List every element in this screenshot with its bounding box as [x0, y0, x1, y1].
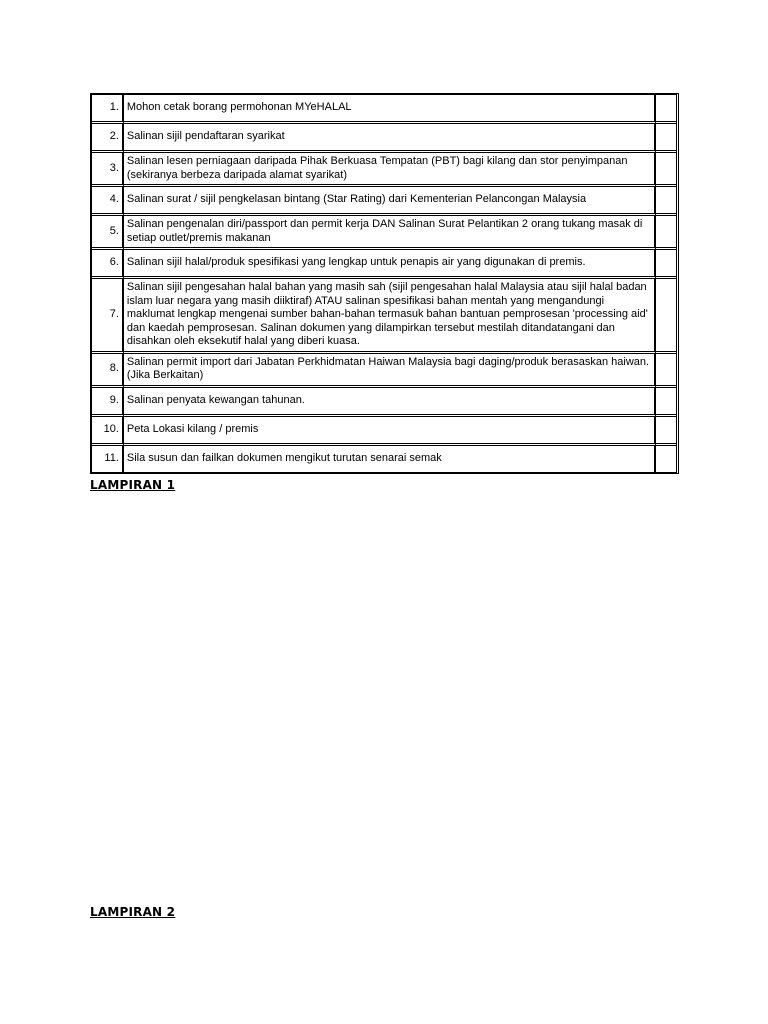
empty-cell [656, 95, 676, 121]
empty-cell [656, 385, 676, 414]
table-row [92, 414, 676, 443]
table-row [92, 247, 676, 276]
table-row [92, 276, 676, 351]
document-checklist-table [90, 93, 679, 474]
table-row [92, 121, 676, 150]
table-row [92, 95, 676, 121]
empty-cell [656, 414, 676, 443]
table-row [92, 385, 676, 414]
table-row [92, 443, 676, 472]
empty-cell [656, 247, 676, 276]
item-description: Salinan sijil pendaftaran syarikat [124, 121, 656, 150]
item-description: Salinan penyata kewangan tahunan. [124, 385, 656, 414]
item-description: Sila susun dan failkan dokumen mengikut turutan senarai semak [124, 443, 656, 472]
item-description: Salinan sijil pengesahan halal bahan yang masih sah (sijil pengesahan halal Malaysia atau sijil halal badan islam luar negara yang masih diiktiraf) ATAU salinan spesifikasi bahan mentah yang mengandungi maklumat lengkap mengenai sumber bahan-bahan termasuk bahan bantuan pemprosesan 'processing aid' dan kaedah pemprosesan. Salinan dokumen yang dilampirkan tersebut mestilah ditandatangani dan disahkan oleh eksekutif halal yang diberi kuasa. [124, 276, 656, 351]
item-number: 7. [92, 276, 124, 351]
item-number: 11. [92, 443, 124, 472]
empty-cell [656, 213, 676, 247]
table-row [92, 351, 676, 385]
item-number: 8. [92, 351, 124, 385]
item-description: Mohon cetak borang permohonan MYeHALAL [124, 95, 656, 121]
item-number: 4. [92, 184, 124, 213]
item-description: Salinan sijil halal/produk spesifikasi yang lengkap untuk penapis air yang digunakan di premis. [124, 247, 656, 276]
lampiran-2-heading: LAMPIRAN 2 [90, 905, 176, 919]
item-number: 3. [92, 150, 124, 184]
empty-cell [656, 121, 676, 150]
empty-cell [656, 443, 676, 472]
item-number: 10. [92, 414, 124, 443]
table-row [92, 213, 676, 247]
empty-cell [656, 184, 676, 213]
item-number: 2. [92, 121, 124, 150]
empty-cell [656, 276, 676, 351]
item-description: Peta Lokasi kilang / premis [124, 414, 656, 443]
table-row [92, 184, 676, 213]
empty-cell [656, 150, 676, 184]
item-description: Salinan surat / sijil pengkelasan bintang (Star Rating) dari Kementerian Pelancongan Malaysia [124, 184, 656, 213]
item-number: 5. [92, 213, 124, 247]
item-number: 1. [92, 95, 124, 121]
item-number: 6. [92, 247, 124, 276]
item-description: Salinan lesen perniagaan daripada Pihak Berkuasa Tempatan (PBT) bagi kilang dan stor penyimpanan (sekiranya berbeza daripada alamat syarikat) [124, 150, 656, 184]
lampiran-1-heading: LAMPIRAN 1 [90, 478, 176, 492]
item-description: Salinan pengenalan diri/passport dan permit kerja DAN Salinan Surat Pelantikan 2 orang tukang masak di setiap outlet/premis makanan [124, 213, 656, 247]
item-number: 9. [92, 385, 124, 414]
item-description: Salinan permit import dari Jabatan Perkhidmatan Haiwan Malaysia bagi daging/produk berasaskan haiwan. (Jika Berkaitan) [124, 351, 656, 385]
empty-cell [656, 351, 676, 385]
table-row [92, 150, 676, 184]
